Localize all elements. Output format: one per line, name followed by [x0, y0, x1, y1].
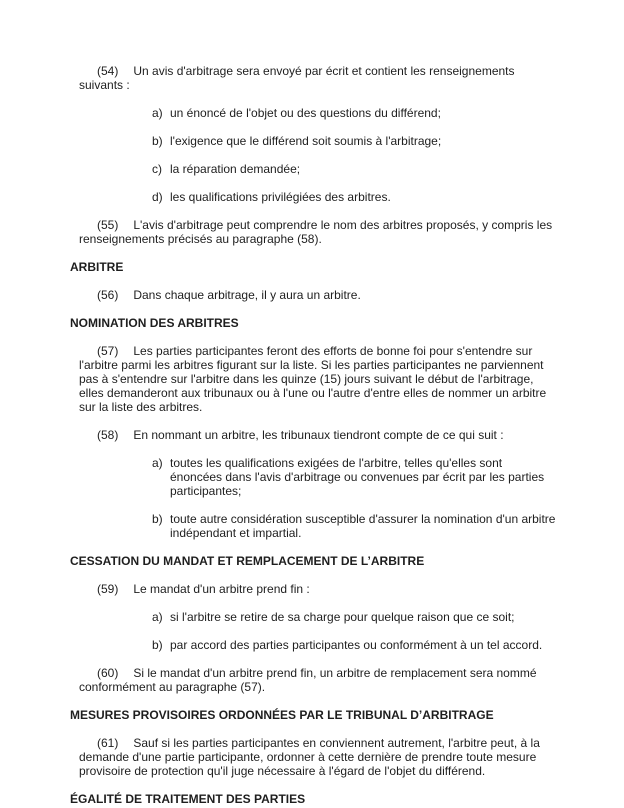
paragraph-59 [79, 582, 556, 596]
paragraph-60 [79, 666, 556, 694]
list-item-54d [152, 190, 556, 204]
list-item-54c [152, 162, 556, 176]
paragraph-60-number: (60) [97, 666, 119, 680]
paragraph-61 [79, 736, 556, 778]
paragraph-58-number: (58) [97, 428, 119, 442]
paragraph-56-number: (56) [97, 288, 119, 302]
list-item-58a [152, 456, 556, 498]
paragraph-57-text: Les parties participantes feront des efforts de bonne foi pour s'entendre sur l'arbitre parmi les arbitres figurant sur la liste. Si les parties participantes ne parviennent pas à s'entendre sur l'arbitre dans les quinze (15) jours suivant le début de l'arbitrage, elles demanderont aux tribunaux ou à l'une ou l'autre d'entre elles de nommer un arbitre sur la liste des arbitres. [79, 344, 547, 414]
list-item-58b [152, 512, 556, 540]
heading-egalite-de-traitement: ÉGALITÉ DE TRAITEMENT DES PARTIES [70, 792, 306, 806]
list-item-text: si l'arbitre se retire de sa charge pour quelque raison que ce soit; [170, 610, 515, 624]
list-item-label: a) [152, 106, 163, 120]
heading-arbitre: ARBITRE [70, 260, 124, 274]
paragraph-54 [79, 64, 556, 92]
paragraph-56 [79, 288, 556, 302]
heading-nomination-des-arbitres: NOMINATION DES ARBITRES [70, 316, 239, 330]
heading-mesures-provisoires: MESURES PROVISOIRES ORDONNÉES PAR LE TRIBUNAL D’ARBITRAGE [70, 708, 494, 722]
list-item-59a [152, 610, 556, 624]
list-item-text: un énoncé de l'objet ou des questions du différend; [170, 106, 441, 120]
list-item-text: toute autre considération susceptible d'assurer la nomination d'un arbitre indépendant et impartial. [170, 512, 556, 540]
list-item-label: a) [152, 456, 163, 470]
paragraph-60-text: Si le mandat d'un arbitre prend fin, un arbitre de remplacement sera nommé conformément au paragraphe (57). [79, 666, 537, 694]
paragraph-57-number: (57) [97, 344, 119, 358]
list-58 [152, 456, 556, 540]
heading-cessation-du-mandat: CESSATION DU MANDAT ET REMPLACEMENT DE L’ARBITRE [70, 554, 425, 568]
list-item-label: b) [152, 134, 163, 148]
paragraph-59-number: (59) [97, 582, 119, 596]
paragraph-57 [79, 344, 556, 414]
list-item-54b [152, 134, 556, 148]
paragraph-61-text: Sauf si les parties participantes en conviennent autrement, l'arbitre peut, à la demande d'une partie participante, ordonner à cette dernière de prendre toute mesure provisoire de protection qu'il juge nécessaire à l'égard de l'objet du différend. [79, 736, 540, 778]
paragraph-56-text: Dans chaque arbitrage, il y aura un arbitre. [133, 288, 361, 302]
list-item-text: les qualifications privilégiées des arbitres. [170, 190, 391, 204]
paragraph-54-number: (54) [97, 64, 119, 78]
list-item-text: la réparation demandée; [170, 162, 301, 176]
list-item-text: par accord des parties participantes ou conformément à un tel accord. [170, 638, 543, 652]
list-59 [152, 610, 556, 652]
paragraph-55 [79, 218, 556, 246]
paragraph-59-text: Le mandat d'un arbitre prend fin : [133, 582, 310, 596]
paragraph-58-text: En nommant un arbitre, les tribunaux tiendront compte de ce qui suit : [133, 428, 504, 442]
list-item-text: toutes les qualifications exigées de l'arbitre, telles qu'elles sont énoncées dans l'avis d'arbitrage ou convenues par écrit par les parties participantes; [170, 456, 545, 498]
paragraph-55-number: (55) [97, 218, 119, 232]
list-item-label: d) [152, 190, 163, 204]
paragraph-61-number: (61) [97, 736, 119, 750]
list-item-54a [152, 106, 556, 120]
paragraph-58 [79, 428, 556, 442]
paragraph-55-text: L'avis d'arbitrage peut comprendre le nom des arbitres proposés, y compris les renseignements précisés au paragraphe (58). [79, 218, 553, 246]
list-item-text: l'exigence que le différend soit soumis à l'arbitrage; [170, 134, 442, 148]
list-item-59b [152, 638, 556, 652]
list-item-label: b) [152, 512, 163, 526]
paragraph-54-text: Un avis d'arbitrage sera envoyé par écrit et contient les renseignements suivants : [79, 64, 515, 92]
list-item-label: c) [152, 162, 162, 176]
list-item-label: a) [152, 610, 163, 624]
list-54 [152, 106, 556, 204]
list-item-label: b) [152, 638, 163, 652]
